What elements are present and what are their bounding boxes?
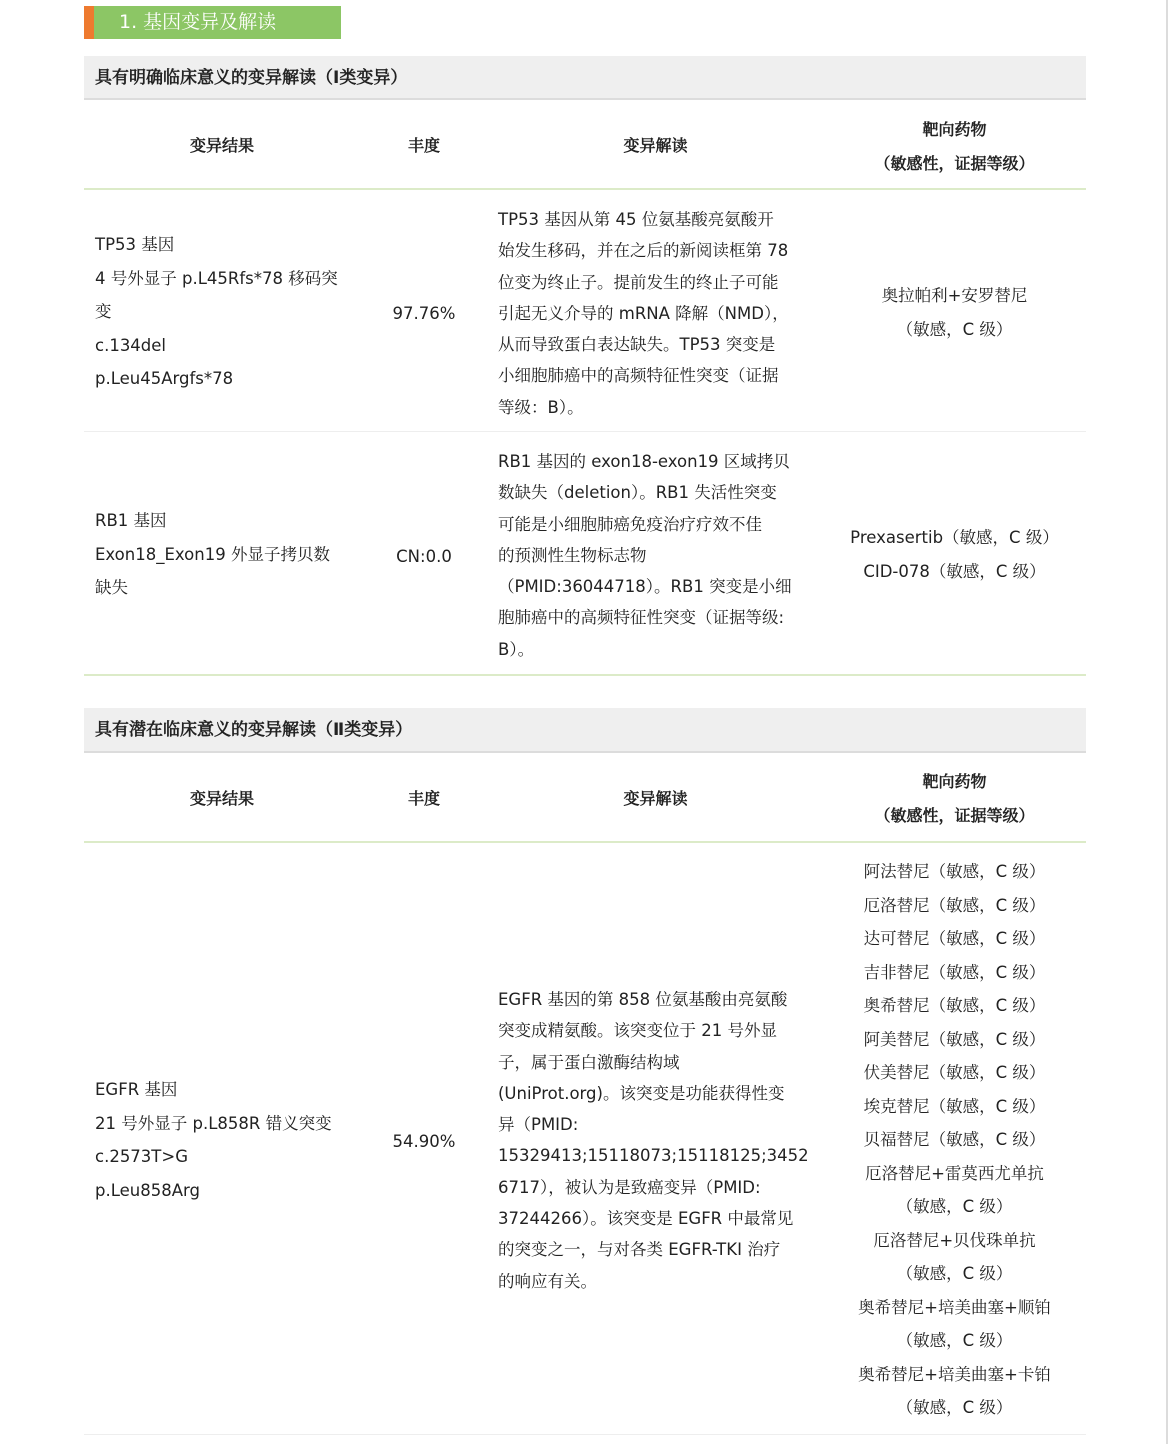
interp-line: 从而导致蛋白表达缺失。TP53 突变是 (498, 335, 776, 355)
interp-line: 引起无义介导的 mRNA 降解（NMD）， (498, 303, 789, 323)
abundance-value: 54.90% (392, 1132, 456, 1151)
column-header-abundance: 丰度 (407, 789, 440, 808)
drug-line: 伏美替尼（敏感，C 级） (863, 1063, 1046, 1082)
header-divider (84, 188, 1086, 190)
interp-line: 的突变之一，与对各类 EGFR-TKI 治疗 (498, 1240, 781, 1260)
drug-line: 奥希替尼（敏感，C 级） (863, 996, 1046, 1015)
column-header-drug-line2: （敏感性，证据等级） (874, 806, 1035, 825)
table-row-abundance (360, 1125, 488, 1159)
drug-line: Prexasertib（敏感，C 级） (850, 528, 1059, 547)
drug-line: 阿美替尼（敏感，C 级） (863, 1029, 1046, 1049)
table-row-abundance (360, 540, 488, 574)
interp-line: B）。 (498, 639, 535, 659)
result-line: EGFR 基因 (95, 1080, 178, 1099)
interp-line: RB1 基因的 exon18-exon19 区域拷贝 (498, 452, 790, 471)
column-header-drug-line2: （敏感性，证据等级） (874, 154, 1035, 173)
drug-line: 贝福替尼（敏感，C 级） (863, 1130, 1046, 1149)
header-divider (84, 841, 1086, 843)
section-title: 1. 基因变异及解读 (119, 11, 277, 33)
page-edge-line (1166, 0, 1168, 1444)
table-row-interpretation (498, 204, 823, 423)
drug-line: 奥希替尼+培美曲塞+卡铂 (858, 1364, 1051, 1384)
drug-line: 厄洛替尼+贝伐珠单抗 (873, 1230, 1036, 1250)
result-line: TP53 基因 (95, 235, 175, 254)
column-header-drug (823, 113, 1086, 181)
interp-line: 胞肺癌中的高频特征性突变（证据等级: (498, 608, 785, 628)
drug-line: 埃克替尼（敏感，C 级） (863, 1096, 1046, 1116)
row-divider (84, 431, 1086, 432)
result-line: Exon18_Exon19 外显子拷贝数 (95, 544, 330, 564)
table-row-abundance (360, 297, 488, 331)
interp-line: 始发生移码，并在之后的新阅读框第 78 (498, 241, 789, 261)
table-row-drugs (823, 855, 1086, 1425)
column-header-interpretation: 变异解读 (623, 136, 688, 155)
interp-line: 的响应有关。 (498, 1271, 597, 1291)
section-header-accent (84, 6, 94, 39)
result-line: c.2573T>G (95, 1147, 188, 1166)
column-header-drug-line1: 靶向药物 (922, 120, 987, 139)
interp-line: 数缺失（deletion）。RB1 失活性突变 (498, 483, 777, 503)
table-row-drugs (823, 521, 1086, 588)
table-row-result (95, 1073, 360, 1207)
interp-line: 突变成精氨酸。该突变位于 21 号外显 (498, 1021, 777, 1041)
result-line: 4 号外显子 p.L45Rfs*78 移码突 (95, 268, 338, 288)
group-title-class-2 (84, 708, 1086, 753)
drug-line: （敏感，C 级） (896, 1398, 1013, 1417)
group-title-text: 具有明确临床意义的变异解读（Ⅰ类变异） (95, 68, 408, 88)
drug-line: 奥希替尼+培美曲塞+顺铂 (858, 1297, 1051, 1317)
table-row-interpretation (498, 446, 823, 665)
interp-line: 位变为终止子。提前发生的终止子可能 (498, 272, 779, 292)
interp-line: 等级：B）。 (498, 397, 584, 417)
result-line: RB1 基因 (95, 511, 167, 530)
drug-line: （敏感，C 级） (896, 1264, 1013, 1283)
drug-line: 吉非替尼（敏感，C 级） (863, 962, 1046, 982)
group-title-class-1 (84, 56, 1086, 100)
abundance-value: 97.76% (392, 304, 456, 323)
result-line: p.Leu45Argfs*78 (95, 369, 234, 388)
result-line: 21 号外显子 p.L858R 错义突变 (95, 1113, 332, 1133)
group-title-text: 具有潜在临床意义的变异解读（Ⅱ类变异） (95, 720, 413, 740)
drug-line: 达可替尼（敏感，C 级） (863, 929, 1046, 948)
drug-line: （敏感，C 级） (896, 1331, 1013, 1350)
interp-line: EGFR 基因的第 858 位氨基酸由亮氨酸 (498, 990, 788, 1009)
column-header-result: 变异结果 (189, 136, 254, 155)
drug-line: 奥拉帕利+安罗替尼 (881, 286, 1028, 305)
abundance-value: CN:0.0 (396, 547, 452, 566)
interp-line: 6717），被认为是致癌变异（PMID: (498, 1177, 761, 1197)
column-header-interpretation: 变异解读 (623, 789, 688, 808)
table-bottom-divider (84, 674, 1086, 676)
interp-line: (UniProt.org)。该突变是功能获得性变 (498, 1083, 785, 1103)
interp-line: 子，属于蛋白激酶结构域 (498, 1052, 680, 1072)
interp-line: TP53 基因从第 45 位氨基酸亮氨酸开 (498, 210, 774, 229)
column-header-drug (823, 765, 1086, 833)
interp-line: 15329413;15118073;15118125;3452 (498, 1146, 809, 1166)
interp-line: 可能是小细胞肺癌免疫治疗疗效不佳 (498, 514, 762, 534)
drug-line: CID-078（敏感，C 级） (863, 561, 1046, 581)
result-line: 变 (95, 302, 112, 321)
table-row-result (95, 504, 360, 605)
column-header-abundance: 丰度 (407, 136, 440, 155)
interp-line: 的预测性生物标志物 (498, 545, 647, 565)
drug-line: （敏感，C 级） (896, 319, 1013, 339)
result-line: c.134del (95, 335, 167, 355)
drug-line: 厄洛替尼+雷莫西尤单抗 (865, 1163, 1044, 1183)
table-row-result (95, 228, 360, 396)
result-line: p.Leu858Arg (95, 1180, 200, 1200)
drug-line: 阿法替尼（敏感，C 级） (863, 862, 1046, 881)
column-header-drug-line1: 靶向药物 (922, 772, 987, 791)
interp-line: 37244266）。该突变是 EGFR 中最常见 (498, 1209, 794, 1229)
interp-line: 小细胞肺癌中的高频特征性突变（证据 (498, 366, 779, 386)
section-header (84, 6, 341, 39)
interp-line: 异（PMID: (498, 1115, 579, 1135)
interp-line: （PMID:36044718）。RB1 突变是小细 (498, 577, 792, 597)
drug-line: （敏感，C 级） (896, 1197, 1013, 1216)
column-header-result: 变异结果 (189, 789, 254, 808)
result-line: 缺失 (95, 578, 128, 597)
table-row-drugs (823, 279, 1086, 346)
row-divider (84, 1434, 1086, 1435)
drug-line: 厄洛替尼（敏感，C 级） (863, 895, 1046, 915)
table-row-interpretation (498, 984, 823, 1297)
